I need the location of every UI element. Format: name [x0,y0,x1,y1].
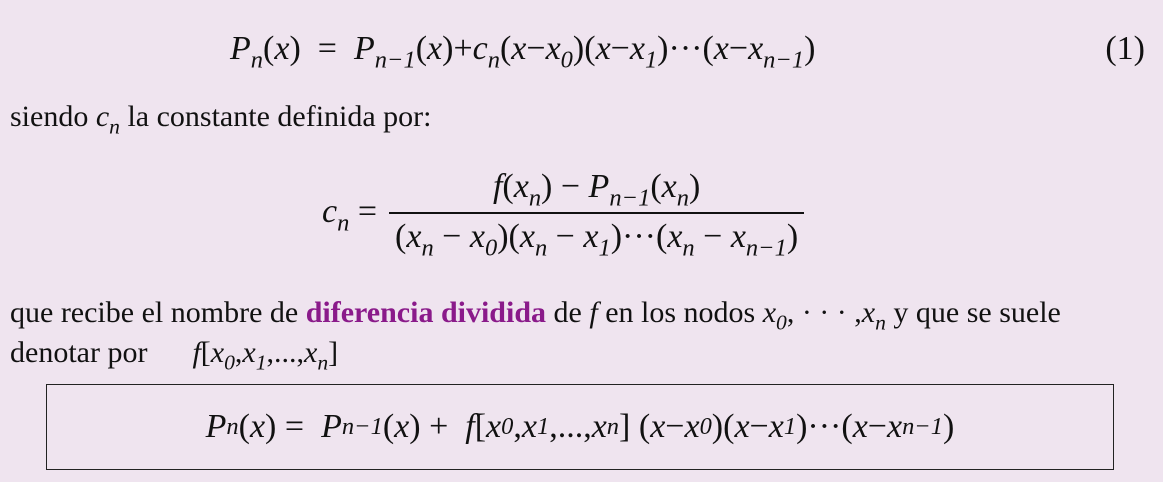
f-symbol: f [589,296,598,329]
denotar-text: denotar por [10,336,148,369]
cn-lhs: $c_n$ = [322,193,378,237]
paragraph-siendo [10,100,432,139]
cn-definition [322,168,804,262]
definida-text: la constante definida por: [127,100,432,133]
paragraph-denotar [10,336,339,375]
de-text: de [553,296,582,329]
suele-text: y que se suele [893,296,1061,329]
divided-difference-notation: $f[x_0,x_1,...,x_n]$ [192,336,339,375]
boxed-newton-formula: P n ( x ) = P n−1 ( x ) + f [ x 0 , x 1 ,..., x n ] ( x − x 0 )( x − x 1 )···( x − x n−1 ) [46,384,1114,470]
paragraph-diferencia [10,296,1061,335]
equation-1: $P_n(x) = P_{n-1}(x)+c_n(x-x_0)(x-x_1)\cdot\cdot\cdot(x-x_{n-1})$ [230,30,816,74]
nodes-list: $x_0$, · · · $,x_n$ [762,296,886,335]
cn-fraction [389,168,804,262]
cn-symbol: $c_n$ [95,100,120,139]
diferencia-dividida-term: diferencia dividida [305,296,547,329]
recibe-text: que recibe el nombre de [10,296,299,329]
siendo-text: siendo [10,100,89,133]
fraction-numerator: $f(x_n) - P_{n-1}(x_n)$ [492,168,701,212]
nodos-text: en los nodos [605,296,756,329]
fraction-denominator: $(x_n - x_0)(x_n - x_1)\cdot\cdot\cdot(x_n - x_{n-1})$ [395,218,799,262]
equation-number: (1) [1105,30,1145,67]
